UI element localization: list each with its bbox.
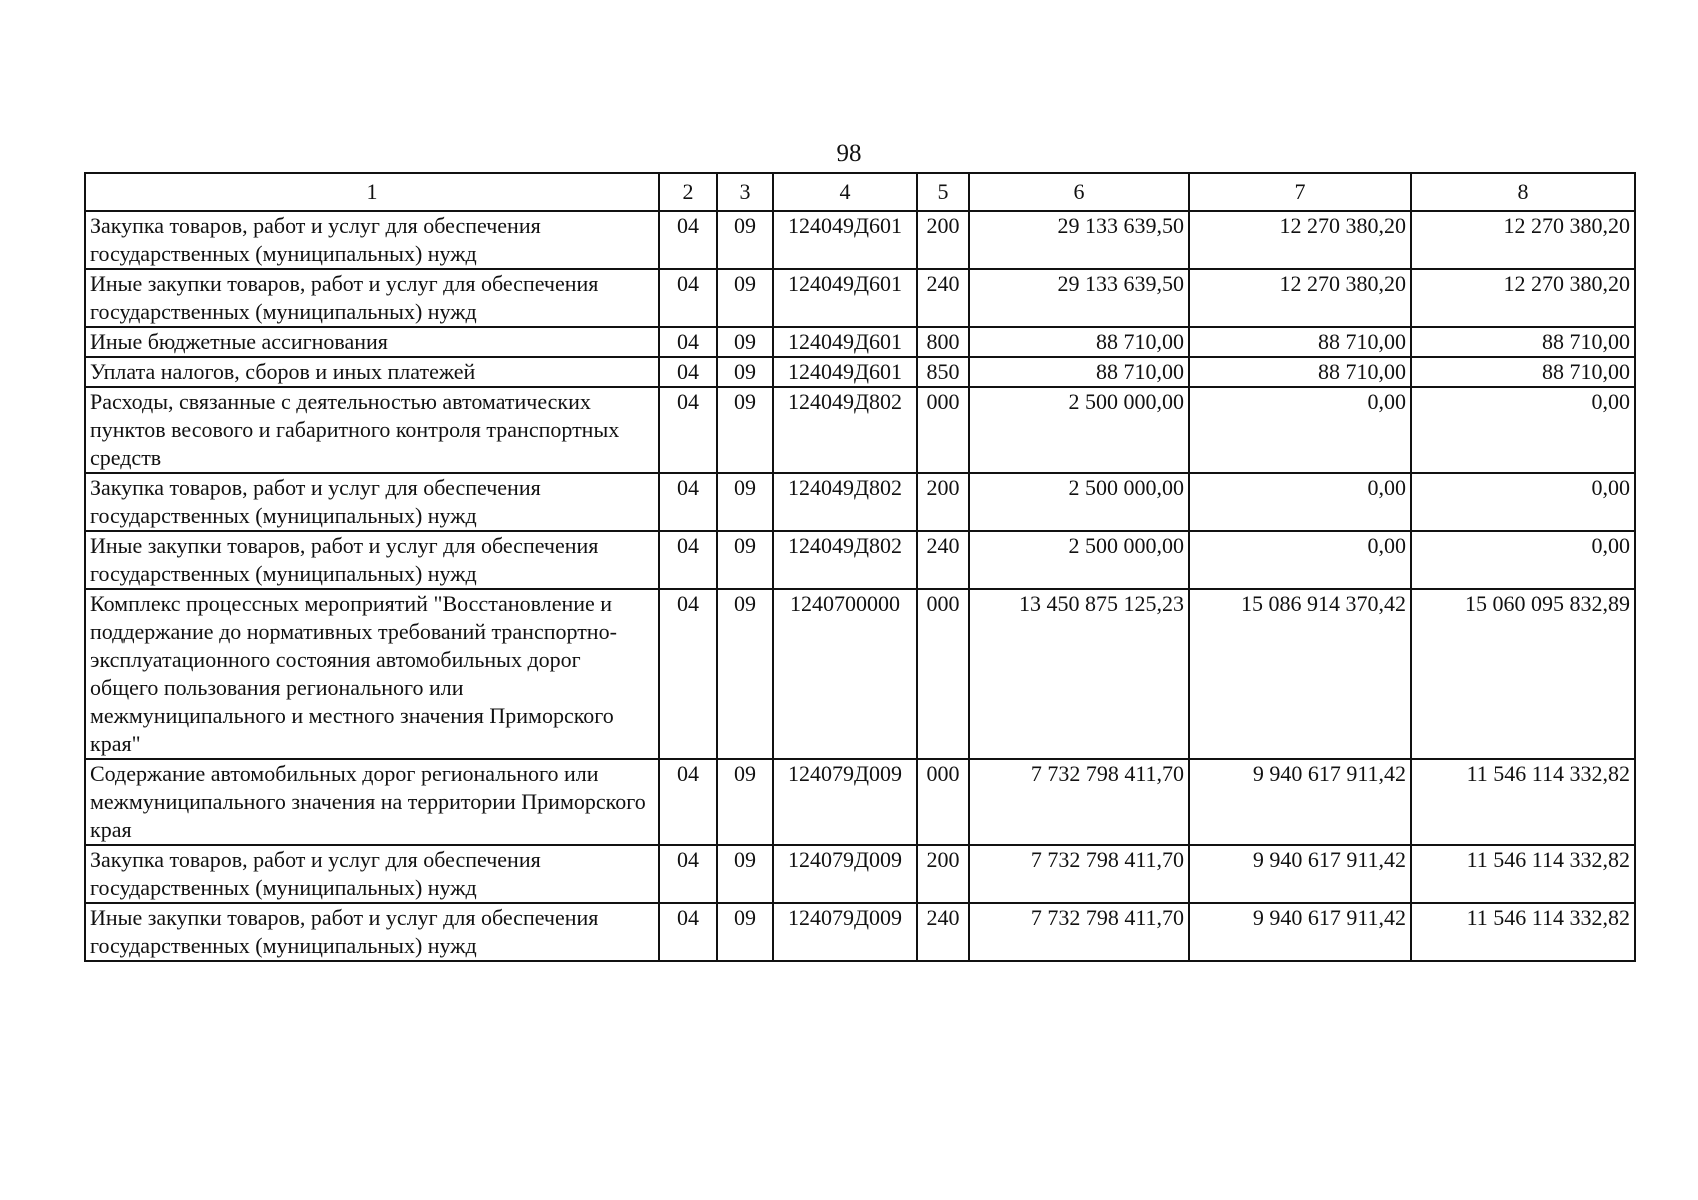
subsection-code: 09 (717, 269, 773, 327)
expense-name: Содержание автомобильных дорог регионального или межмуниципального значения на территории Приморского края (85, 759, 659, 845)
target-article-code: 124049Д601 (773, 357, 917, 387)
table-row (85, 269, 1635, 327)
expense-name: Закупка товаров, работ и услуг для обеспечения государственных (муниципальных) нужд (85, 845, 659, 903)
amount-col-6: 7 732 798 411,70 (969, 845, 1189, 903)
table-row (85, 357, 1635, 387)
table-row (85, 473, 1635, 531)
expense-type-code: 240 (917, 903, 969, 961)
expense-name: Иные закупки товаров, работ и услуг для обеспечения государственных (муниципальных) нужд (85, 903, 659, 961)
section-code: 04 (659, 211, 717, 269)
amount-col-6: 2 500 000,00 (969, 387, 1189, 473)
expense-type-code: 200 (917, 211, 969, 269)
amount-col-8: 11 546 114 332,82 (1411, 845, 1635, 903)
table-row (85, 327, 1635, 357)
expense-name: Иные закупки товаров, работ и услуг для обеспечения государственных (муниципальных) нужд (85, 269, 659, 327)
amount-col-7: 15 086 914 370,42 (1189, 589, 1411, 759)
expense-type-code: 850 (917, 357, 969, 387)
amount-col-6: 88 710,00 (969, 357, 1189, 387)
amount-col-8: 88 710,00 (1411, 327, 1635, 357)
amount-col-8: 15 060 095 832,89 (1411, 589, 1635, 759)
table-row (85, 845, 1635, 903)
section-code: 04 (659, 269, 717, 327)
target-article-code: 124049Д802 (773, 387, 917, 473)
expense-type-code: 240 (917, 531, 969, 589)
target-article-code: 124079Д009 (773, 903, 917, 961)
amount-col-7: 9 940 617 911,42 (1189, 845, 1411, 903)
amount-col-7: 12 270 380,20 (1189, 211, 1411, 269)
table-row (85, 903, 1635, 961)
subsection-code: 09 (717, 387, 773, 473)
table-row (85, 211, 1635, 269)
expense-type-code: 000 (917, 387, 969, 473)
expense-name: Расходы, связанные с деятельностью автоматических пунктов весового и габаритного контроля транспортных средств (85, 387, 659, 473)
section-code: 04 (659, 903, 717, 961)
expense-name: Комплекс процессных мероприятий "Восстановление и поддержание до нормативных требований транспортно-эксплуатационного состояния автомобильных дорог общего пользования регионального или межмуниципального и местного значения Приморского края" (85, 589, 659, 759)
expense-type-code: 000 (917, 589, 969, 759)
column-header: 4 (773, 173, 917, 211)
table-row (85, 589, 1635, 759)
expense-name: Иные бюджетные ассигнования (85, 327, 659, 357)
target-article-code: 124049Д601 (773, 269, 917, 327)
amount-col-8: 88 710,00 (1411, 357, 1635, 387)
section-code: 04 (659, 387, 717, 473)
amount-col-6: 29 133 639,50 (969, 211, 1189, 269)
table-row (85, 759, 1635, 845)
column-header: 8 (1411, 173, 1635, 211)
table-row (85, 531, 1635, 589)
amount-col-7: 88 710,00 (1189, 327, 1411, 357)
amount-col-7: 0,00 (1189, 531, 1411, 589)
target-article-code: 124049Д802 (773, 473, 917, 531)
subsection-code: 09 (717, 845, 773, 903)
budget-table (84, 172, 1636, 962)
amount-col-7: 12 270 380,20 (1189, 269, 1411, 327)
target-article-code: 124079Д009 (773, 845, 917, 903)
amount-col-7: 0,00 (1189, 387, 1411, 473)
amount-col-8: 12 270 380,20 (1411, 269, 1635, 327)
target-article-code: 124079Д009 (773, 759, 917, 845)
amount-col-6: 29 133 639,50 (969, 269, 1189, 327)
amount-col-8: 11 546 114 332,82 (1411, 759, 1635, 845)
table-row (85, 387, 1635, 473)
section-code: 04 (659, 327, 717, 357)
expense-type-code: 240 (917, 269, 969, 327)
subsection-code: 09 (717, 531, 773, 589)
amount-col-6: 88 710,00 (969, 327, 1189, 357)
amount-col-7: 9 940 617 911,42 (1189, 903, 1411, 961)
subsection-code: 09 (717, 473, 773, 531)
expense-type-code: 000 (917, 759, 969, 845)
subsection-code: 09 (717, 211, 773, 269)
amount-col-7: 88 710,00 (1189, 357, 1411, 387)
column-header: 3 (717, 173, 773, 211)
subsection-code: 09 (717, 759, 773, 845)
target-article-code: 124049Д601 (773, 211, 917, 269)
expense-name: Иные закупки товаров, работ и услуг для обеспечения государственных (муниципальных) нужд (85, 531, 659, 589)
amount-col-8: 0,00 (1411, 473, 1635, 531)
column-header: 5 (917, 173, 969, 211)
section-code: 04 (659, 589, 717, 759)
column-header: 7 (1189, 173, 1411, 211)
amount-col-6: 2 500 000,00 (969, 531, 1189, 589)
section-code: 04 (659, 759, 717, 845)
amount-col-8: 0,00 (1411, 531, 1635, 589)
amount-col-7: 0,00 (1189, 473, 1411, 531)
expense-type-code: 200 (917, 845, 969, 903)
amount-col-6: 2 500 000,00 (969, 473, 1189, 531)
amount-col-6: 13 450 875 125,23 (969, 589, 1189, 759)
subsection-code: 09 (717, 357, 773, 387)
amount-col-8: 0,00 (1411, 387, 1635, 473)
section-code: 04 (659, 357, 717, 387)
section-code: 04 (659, 531, 717, 589)
header-row (85, 173, 1635, 211)
target-article-code: 1240700000 (773, 589, 917, 759)
amount-col-7: 9 940 617 911,42 (1189, 759, 1411, 845)
expense-type-code: 200 (917, 473, 969, 531)
column-header: 2 (659, 173, 717, 211)
section-code: 04 (659, 845, 717, 903)
amount-col-8: 12 270 380,20 (1411, 211, 1635, 269)
column-header: 1 (85, 173, 659, 211)
target-article-code: 124049Д601 (773, 327, 917, 357)
section-code: 04 (659, 473, 717, 531)
amount-col-6: 7 732 798 411,70 (969, 759, 1189, 845)
page-number: 98 (836, 140, 862, 167)
amount-col-8: 11 546 114 332,82 (1411, 903, 1635, 961)
amount-col-6: 7 732 798 411,70 (969, 903, 1189, 961)
expense-name: Закупка товаров, работ и услуг для обеспечения государственных (муниципальных) нужд (85, 473, 659, 531)
subsection-code: 09 (717, 589, 773, 759)
subsection-code: 09 (717, 903, 773, 961)
column-header: 6 (969, 173, 1189, 211)
subsection-code: 09 (717, 327, 773, 357)
expense-type-code: 800 (917, 327, 969, 357)
expense-name: Уплата налогов, сборов и иных платежей (85, 357, 659, 387)
target-article-code: 124049Д802 (773, 531, 917, 589)
expense-name: Закупка товаров, работ и услуг для обеспечения государственных (муниципальных) нужд (85, 211, 659, 269)
